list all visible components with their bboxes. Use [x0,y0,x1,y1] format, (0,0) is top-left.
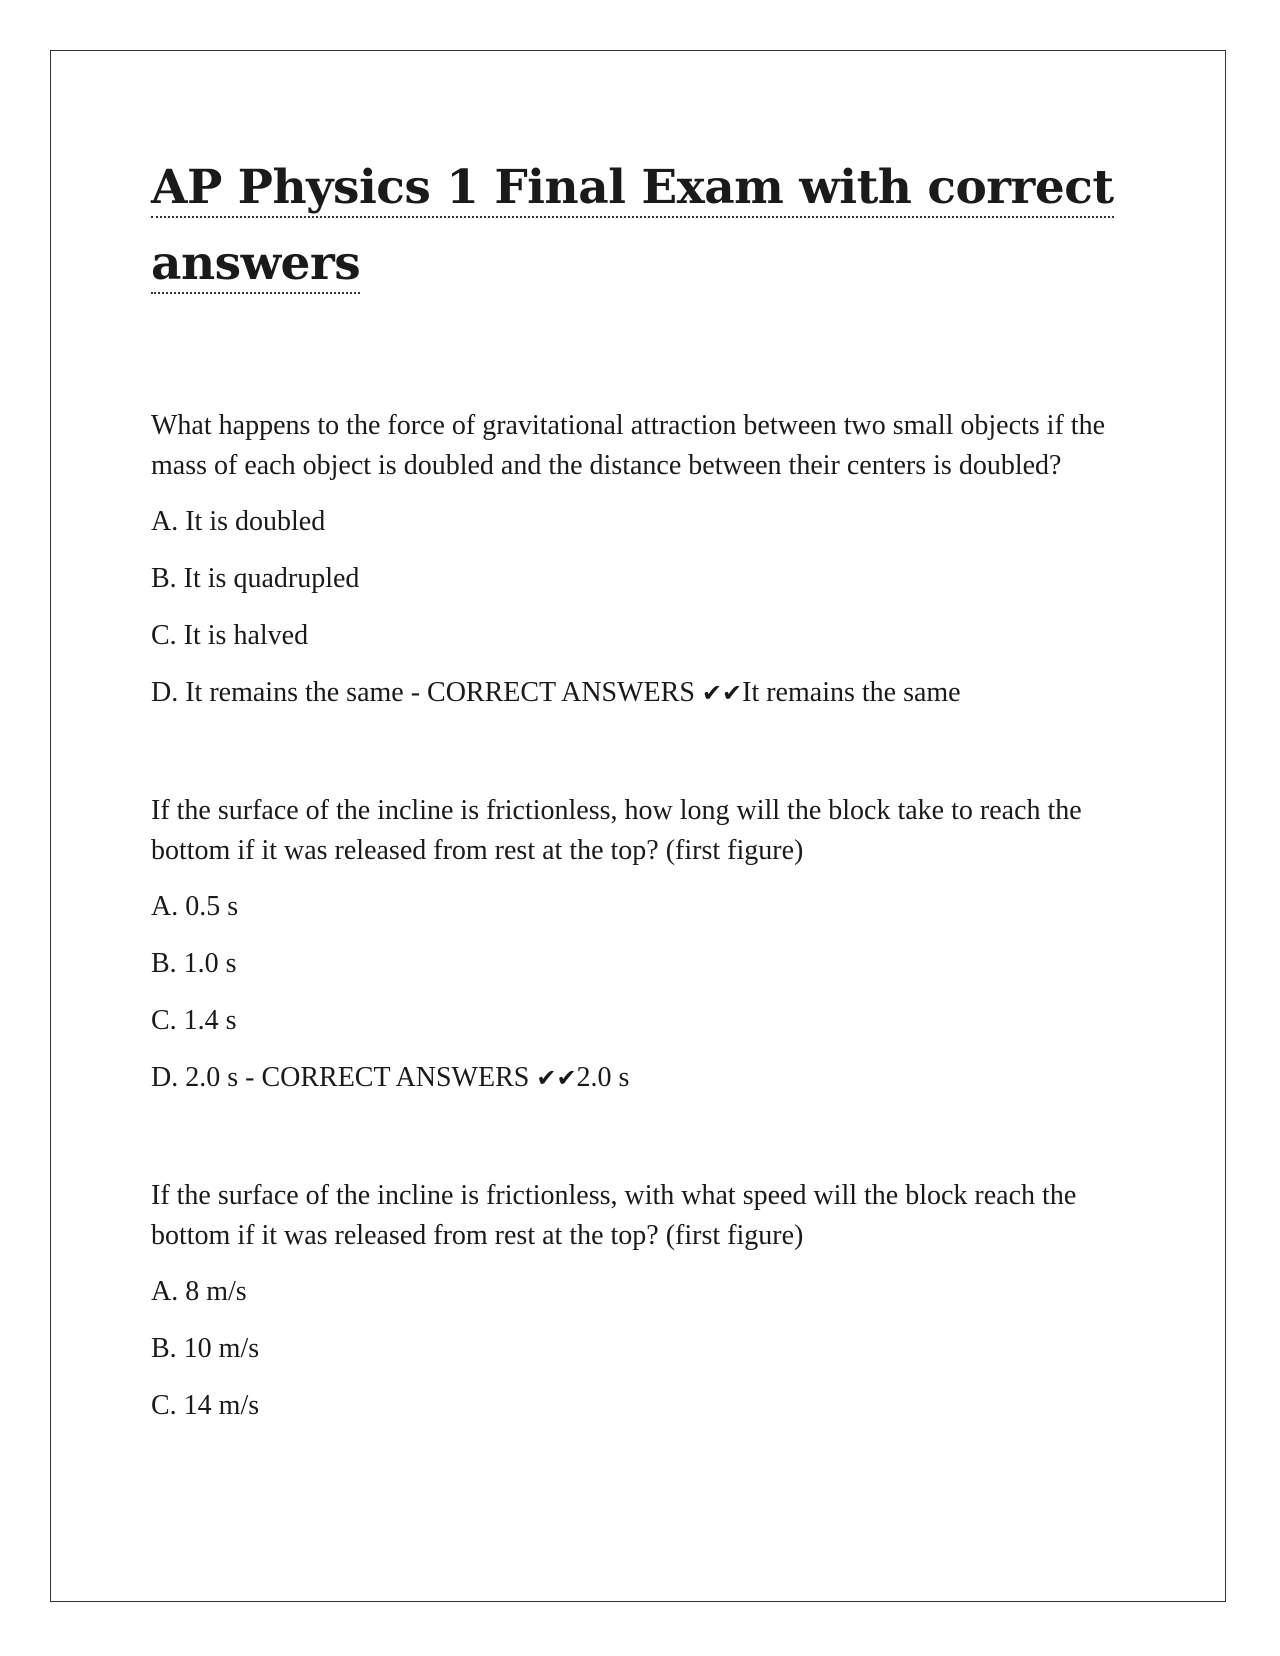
option-c: C. 14 m/s [151,1390,260,1421]
page-content [151,150,1141,1504]
option-b: B. 10 m/s [151,1333,260,1364]
option-b: B. 1.0 s [151,948,237,979]
option-c: C. It is halved [151,620,309,651]
option-a: A. It is doubled [151,506,326,537]
question-text: What happens to the force of gravitational attraction between two small objects if the mass of each object is doubled and the distance between their centers is doubled? [151,410,1105,481]
question-1 [151,406,1141,713]
question-2 [151,791,1141,1098]
option-d-correct: D. 2.0 s - CORRECT ANSWERS ✔✔2.0 s [151,1062,630,1093]
question-3 [151,1176,1141,1426]
option-a: A. 8 m/s [151,1276,247,1307]
double-check-icon: ✔✔ [701,679,743,707]
document-title: AP Physics 1 Final Exam with correct answers [151,150,1141,302]
option-c: C. 1.4 s [151,1005,237,1036]
question-text: If the surface of the incline is frictionless, how long will the block take to reach the bottom if it was released from rest at the top? (first figure) [151,795,1082,866]
option-b: B. It is quadrupled [151,563,360,594]
correct-answer: It remains the same [742,677,961,708]
option-a: A. 0.5 s [151,891,239,922]
correct-answer: 2.0 s [576,1062,630,1093]
double-check-icon: ✔✔ [536,1064,577,1092]
question-list [151,406,1141,1426]
option-d-correct: D. It remains the same - CORRECT ANSWERS ✔✔It remains the same [151,677,961,708]
question-text: If the surface of the incline is frictionless, with what speed will the block reach the bottom if it was released from rest at the top? (first figure) [151,1180,1077,1251]
